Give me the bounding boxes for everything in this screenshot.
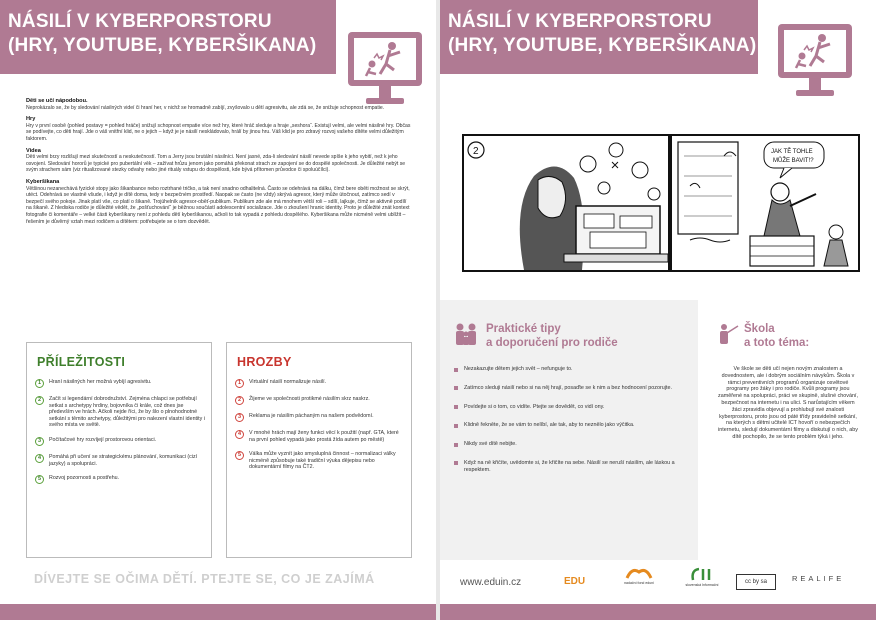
list-item: Když na ně křičíte, uvědomte si, že křičíte na sebe. Násilí se neruší násilím, ale láskou a respektem. xyxy=(454,460,690,474)
cyberbullying-text: Většinou nezanechává fyzické stopy jako šikanbance nebo roztrhané tričko, a tak není snadno odhalitelná. Často se odehrává na dálku, čímž bere oběti možnost se skrýt, utéct. Odehrává se vlastně všude, i když je dítě doma, tedy v bezpečném prostředí. Naopak se často (ne vždy) skrývá agresor, který může útočnout, zatímco sedí v bezpečí svého pokoje. Jinak platí vše, co platí o šikaně. Trojúhelník agresor-oběť-publikum. Publikum zde ale má mnohem větší roli – sdílí, lajkuje, čímž se aktivně podílí na šikaně. Z hlediska rodiče je důležité vědět, že „pošťuchování“ je běžnou součástí adolescentní socializace. Jde o zkoušení hranic identity. Proto je důležité znát kontext fotografie či komentáře – velké části kyberšikany není z pohledu dětí kyberšikanou, ačkoli to tak vypadá z pohledu dospělého. Kyberšikana může nicméně velmi ublížit – řešením je důvěrný vztah mezi rodičem a dítětem: potřebujete se o tom dozvědět. xyxy=(26,185,410,225)
left-bottom-band xyxy=(0,604,436,620)
left-header-band xyxy=(0,0,336,74)
list-item: Povídejte si o tom, co vidíte. Ptejte se dovědět, co vidí ony. xyxy=(454,404,690,411)
list-item: 1 Hraní násilných her možná vybíjí agresivitu. xyxy=(35,379,205,388)
games-heading: Hry xyxy=(26,116,36,123)
list-item: 5 Válka může vyznít jako smysluplná činnost – normalizaci války nicméně způsobuje také tradiční výuka dějepisu nebo dokumentární filmy na ČT2. xyxy=(235,451,405,471)
list-item: 5 Rozvoj pozornosti a postřehu. xyxy=(35,475,205,484)
list-item: 2 Začít si legendární dobrodružství. Zejména chlapci se potřebují setkat s archetypy hrdiny, bojovníka či krále, což dnes jse především ve hrách. Ačkoli nejde říci, že by šlo o plnohodnotné setkání s těmito archetypy, důležitými pro nalezení vlastní identity i svého místa ve světě. xyxy=(35,396,205,429)
comic-illustration xyxy=(462,134,860,272)
cc-license-badge: cc by sa xyxy=(736,574,776,590)
school-text: Ve škole se děti učí nejen novým znalostem a dovednostem, ale i dobrým sociálním návykům. Škola v rámci preventivních programů organizuje osvětové programy pro žáky i pro rodiče. Kvůli programy jsou zaměřené na spolupráci, práci ve skupině, slušné chování, bezpečnost na internetu i na ulici. S narůstajícím věkem žáci zpravidla objevují a prohlubují své znalosti kyberprostoru, proto jsou od páté třídy pravidelně setkání, na kterých s dětmi učitelé ICT hovoří o nebezpečích internetu, sledují dokumentární filmy a diskutují o nich, aby dítě pochopilo, že se tento problém týká i jeho. xyxy=(718,366,858,440)
threats-box xyxy=(226,342,412,558)
right-page xyxy=(440,0,876,620)
list-item: 2 Žijeme ve společnosti protikmé násilím skrz naskrz. xyxy=(235,396,405,405)
tips-title: Praktické tipy a doporučení pro rodiče xyxy=(486,323,618,349)
si-logo: slovenská Informační xyxy=(680,566,724,587)
monitor-violence-icon xyxy=(776,22,854,102)
threats-title: HROZBY xyxy=(237,355,292,369)
list-item: 4 Pomáhá při učení se strategickému plánování, komunikaci (cizí jazyky) a spolupráci. xyxy=(35,454,205,467)
list-item: 1 Virtuální násilí normalizuje násilí. xyxy=(235,379,405,388)
right-bottom-band xyxy=(440,604,876,620)
videos-heading: Videa xyxy=(26,147,41,154)
videos-section xyxy=(26,148,412,174)
speech-bubble-line1: JAK TĚ TOHLE xyxy=(771,149,813,155)
school-panel xyxy=(708,300,868,560)
parent-tips-panel xyxy=(440,300,698,560)
reallife-logo: REALIFE xyxy=(792,574,845,583)
comic-panel-number: 2 xyxy=(473,146,479,157)
list-item: Klidně řekněte, že se vám to nelíbí, ale tak, aby to neznělo jako výčitka. xyxy=(454,422,690,429)
list-item: 4 V mnohé hrách mají ženy funkci věcí k použití (např. GTA, které na první pohled vypadá jako prostá žída autem po městě) xyxy=(235,430,405,443)
games-section xyxy=(26,116,412,142)
list-item: 3 Reklama je násilím páchaným na našem podvědomí. xyxy=(235,413,405,422)
cyberbullying-heading: Kyberšikana xyxy=(26,178,60,185)
foundation-icon xyxy=(624,566,654,580)
edu-logo: EDU xyxy=(564,576,586,587)
left-page xyxy=(0,0,436,620)
videos-text: Děti velmi brzy rozlišují mezi skutečností a neskutečností. Tom a Jerry jsou brutální násilníci. Není jasné, zda-li sledování násilí nevede spíše k jeho vybití, než k jeho osvojení. Sledování hororů je typické pro pubertální věk – zažívat hrůzu jenom jako pomáhá překonat strach ze zapojení se do dospělé společnosti. Je důležité nebýt se svým strachem sám (viz ritualizované stezky odvahy nebo jiné rituály vstupu do dospělosti, kde bývá přítomen průvodce či spoluúčílci). xyxy=(26,154,406,174)
list-item: Zatímco sleduji násilí nebo si na něj hrají, posaďte se k nim a bez hodnocení pozorujte. xyxy=(454,385,690,392)
list-item: Nezakazujte dětem jejich svět – nefunguje to. xyxy=(454,366,690,373)
games-text: Hry v první osobě (pohled postavy = pohled hráče) snižují schopnost empatie více než hry, které hráč sleduje a hraje „seshora“. Existují velmi, ale velmi násilné hry. Občas se podívejte, co děti hrají. Jde o váš vnitřní klid, ne o jejich – když je je násilí neskládovalo, hrálí by jinou hru. Váš klid je pro zdravý rozvoj vašeho dítěte velmi důležitým faktorem. xyxy=(26,122,411,142)
tips-list xyxy=(454,366,690,486)
family-icon xyxy=(452,320,480,348)
intro-text: Neprokázalo se, že by sledování násilných videí či hraní her, v nichž se hromadně zabíjí, zvyšovalo u dětí agresivitu, ale zdá se, že snižuje schopnost empatie. xyxy=(26,104,385,111)
opportunities-list xyxy=(35,379,205,492)
comic-drawing xyxy=(464,136,858,270)
intro-section xyxy=(26,98,412,111)
speech-bubble-line2: MŮŽE BAVIT!? xyxy=(773,158,814,164)
left-header-title: NÁSILÍ V KYBERPORSTORU (HRY, YOUTUBE, KYBERŠIKANA) xyxy=(8,11,317,56)
school-title: Škola a toto téma: xyxy=(744,323,810,349)
opportunities-title: PŘÍLEŽITOSTI xyxy=(37,355,126,369)
teacher-icon xyxy=(716,322,740,346)
cyberbullying-section xyxy=(26,179,412,225)
intro-heading: Děti se učí nápodobou. xyxy=(26,98,88,104)
list-item: 3 Počítačové hry rozvíjejí prostorovou orientaci. xyxy=(35,437,205,446)
right-header-band xyxy=(440,0,758,74)
footer-slogan: DÍVEJTE SE OČIMA DĚTÍ. PTEJTE SE, CO JE ZAJÍMÁ xyxy=(34,572,375,586)
website-link[interactable]: www.eduin.cz xyxy=(460,577,522,588)
opportunities-box xyxy=(26,342,212,558)
article-body xyxy=(26,98,412,230)
list-item: Nikdy své dítě nebijte. xyxy=(454,441,690,448)
si-icon xyxy=(689,566,715,582)
threats-list xyxy=(235,379,405,479)
right-header-title: NÁSILÍ V KYBERPORSTORU (HRY, YOUTUBE, KYBERŠIKANA) xyxy=(448,11,757,56)
foundation-logo: nadační fond eduni xyxy=(616,566,662,585)
